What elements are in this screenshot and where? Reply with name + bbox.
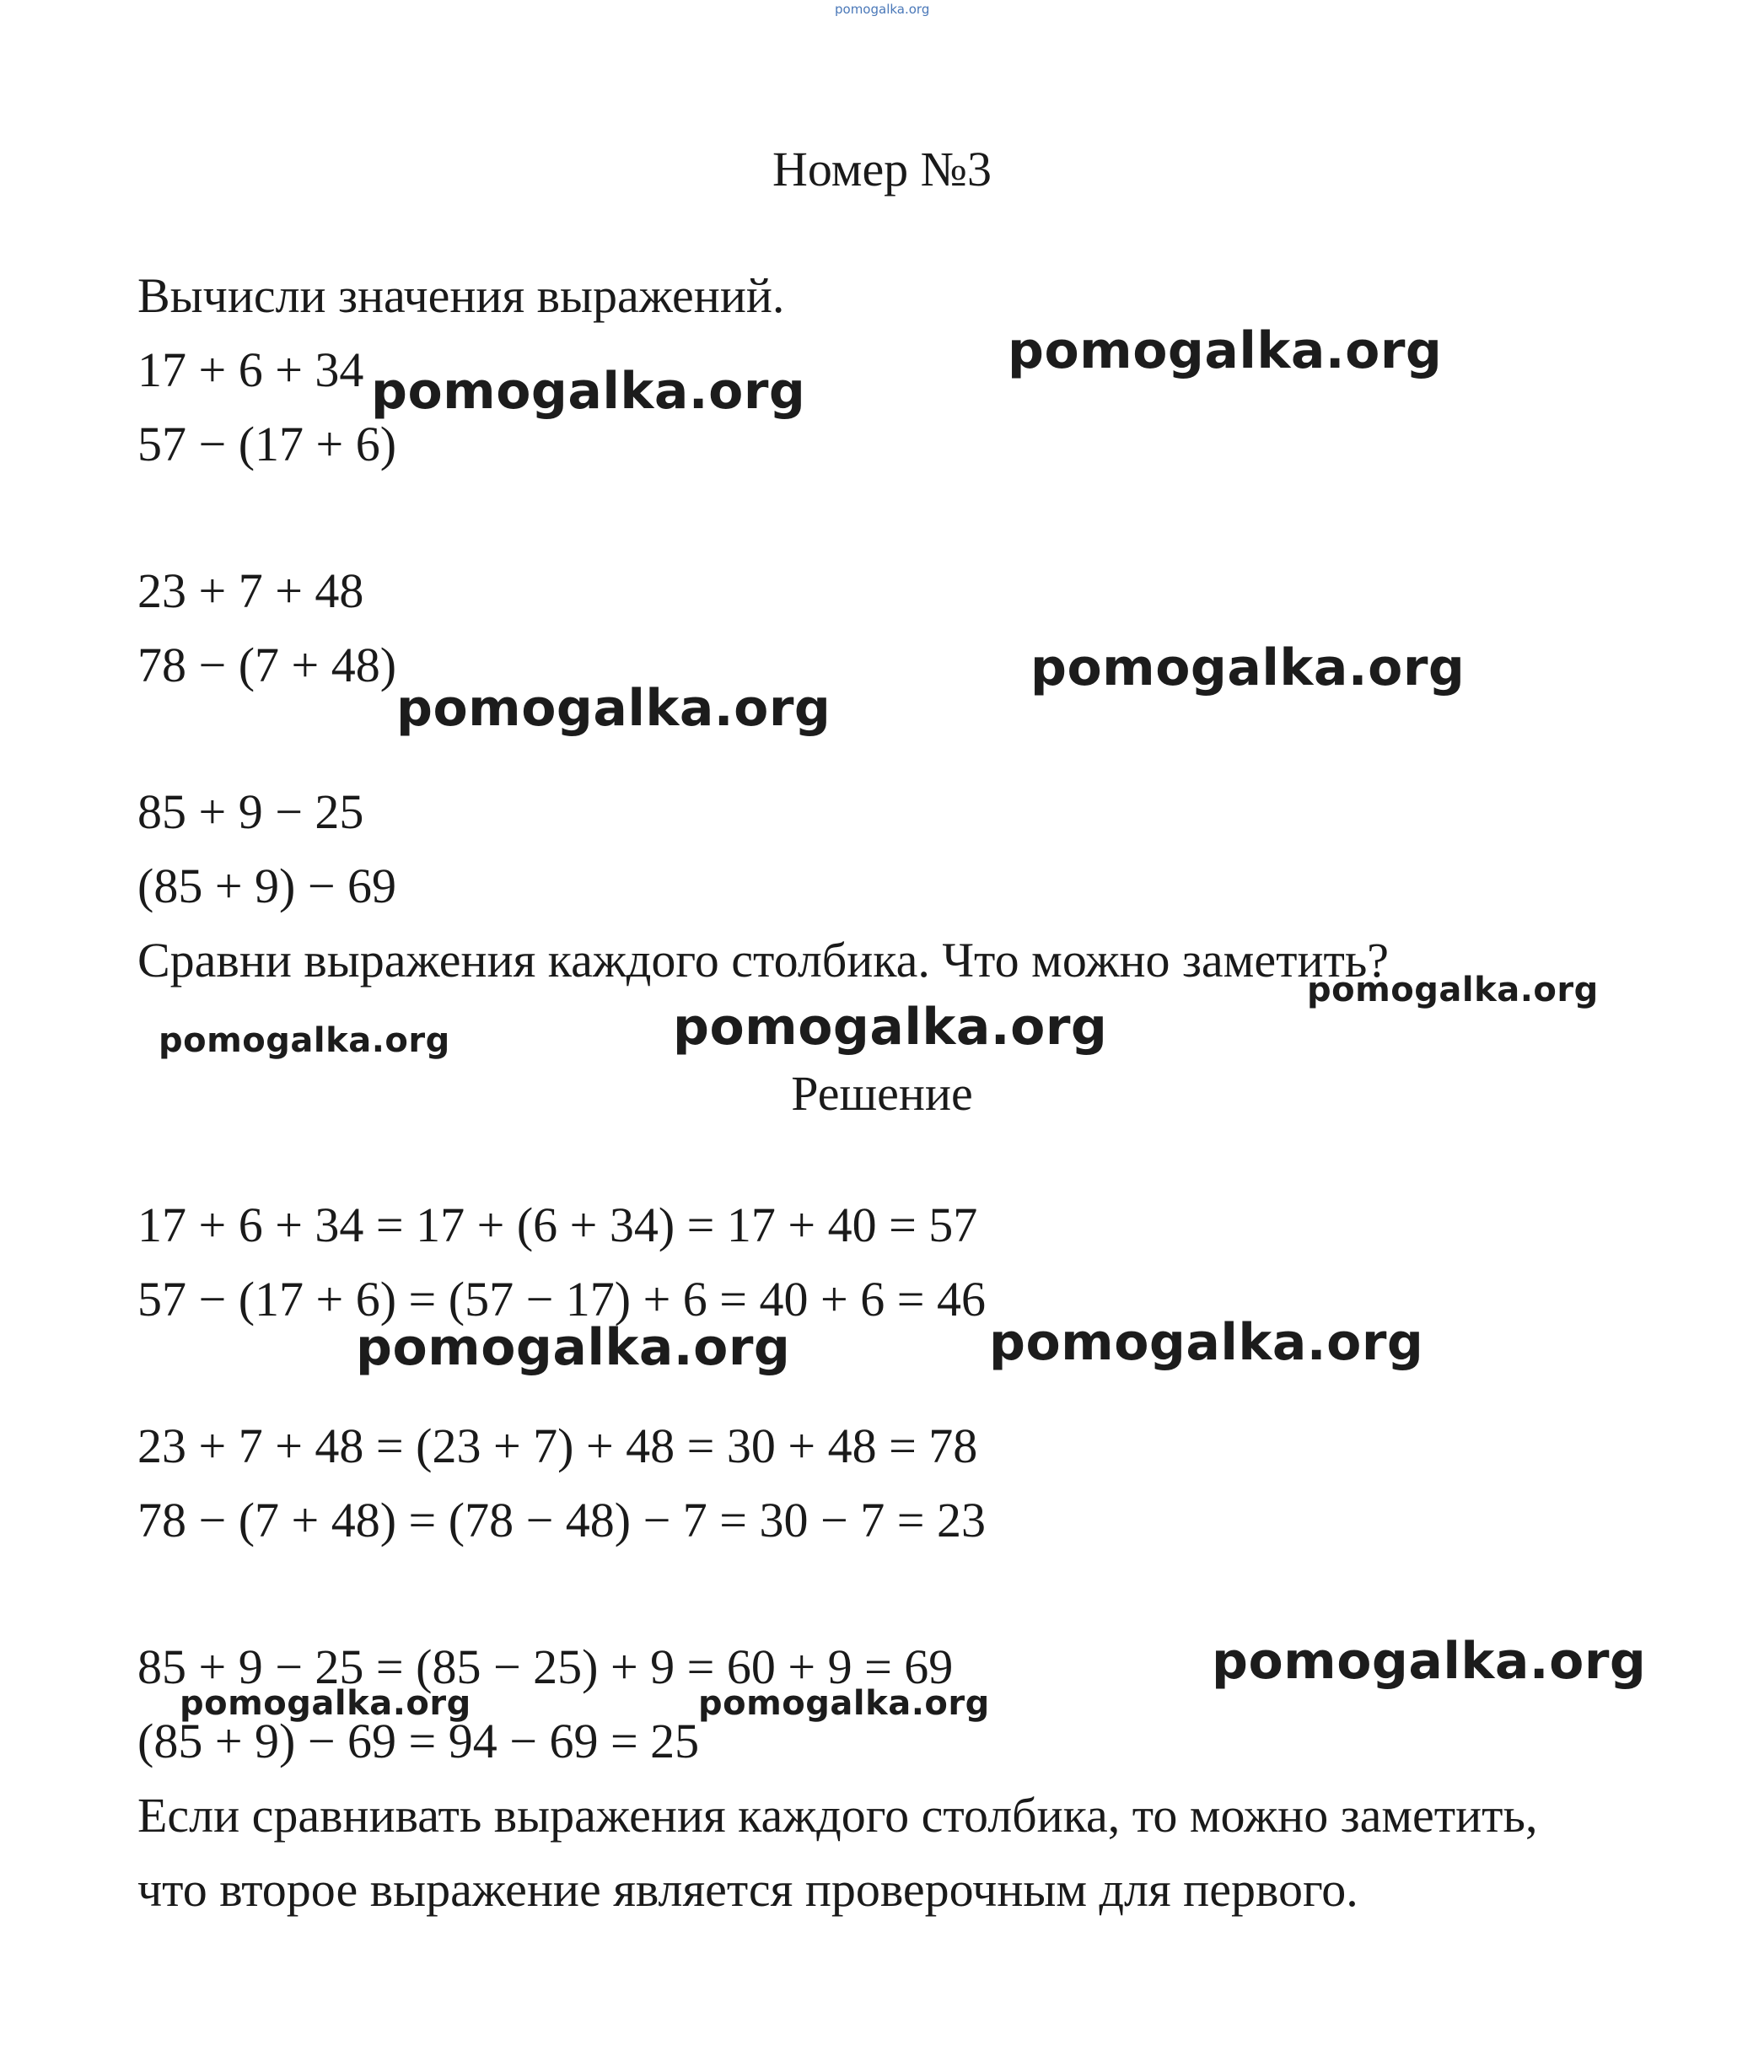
solution-line-5: 85 + 9 − 25 = (85 − 25) + 9 = 60 + 9 = 69 [137,1639,954,1694]
header-watermark: pomogalka.org [835,2,930,17]
expression-6: (85 + 9) − 69 [137,858,397,913]
task-question: Сравни выражения каждого столбика. Что можно заметить? [137,933,1390,988]
watermark: pomogalka.org [989,1313,1424,1372]
solution-line-3: 23 + 7 + 48 = (23 + 7) + 48 = 30 + 48 = 78 [137,1418,978,1473]
watermark: pomogalka.org [1212,1632,1647,1691]
watermark: pomogalka.org [396,679,831,738]
task-instruction: Вычисли значения выражений. [137,268,785,323]
watermark: pomogalka.org [698,1684,990,1723]
page-title: Номер №3 [772,142,992,196]
watermark: pomogalka.org [1307,971,1599,1009]
watermark: pomogalka.org [356,1318,791,1377]
solution-line-1: 17 + 6 + 34 = 17 + (6 + 34) = 17 + 40 = 57 [137,1197,978,1252]
watermark: pomogalka.org [180,1684,471,1723]
watermark: pomogalka.org [1030,638,1466,697]
expression-3: 23 + 7 + 48 [137,563,364,618]
expression-1: 17 + 6 + 34 [137,342,364,397]
expression-2: 57 − (17 + 6) [137,417,397,471]
solution-heading: Решение [791,1066,973,1121]
watermark: pomogalka.org [371,362,806,421]
expression-4: 78 − (7 + 48) [137,638,397,692]
solution-line-2: 57 − (17 + 6) = (57 − 17) + 6 = 40 + 6 = 46 [137,1272,986,1327]
expression-5: 85 + 9 − 25 [137,784,364,839]
watermark: pomogalka.org [1008,321,1443,380]
watermark: pomogalka.org [673,998,1108,1057]
watermark: pomogalka.org [159,1021,450,1060]
conclusion-line-2: что второе выражение является проверочным для первого. [137,1862,1358,1917]
solution-line-4: 78 − (7 + 48) = (78 − 48) − 7 = 30 − 7 = 23 [137,1493,986,1547]
solution-line-6: (85 + 9) − 69 = 94 − 69 = 25 [137,1714,700,1768]
conclusion-line-1: Если сравнивать выражения каждого столбика, то можно заметить, [137,1788,1538,1843]
